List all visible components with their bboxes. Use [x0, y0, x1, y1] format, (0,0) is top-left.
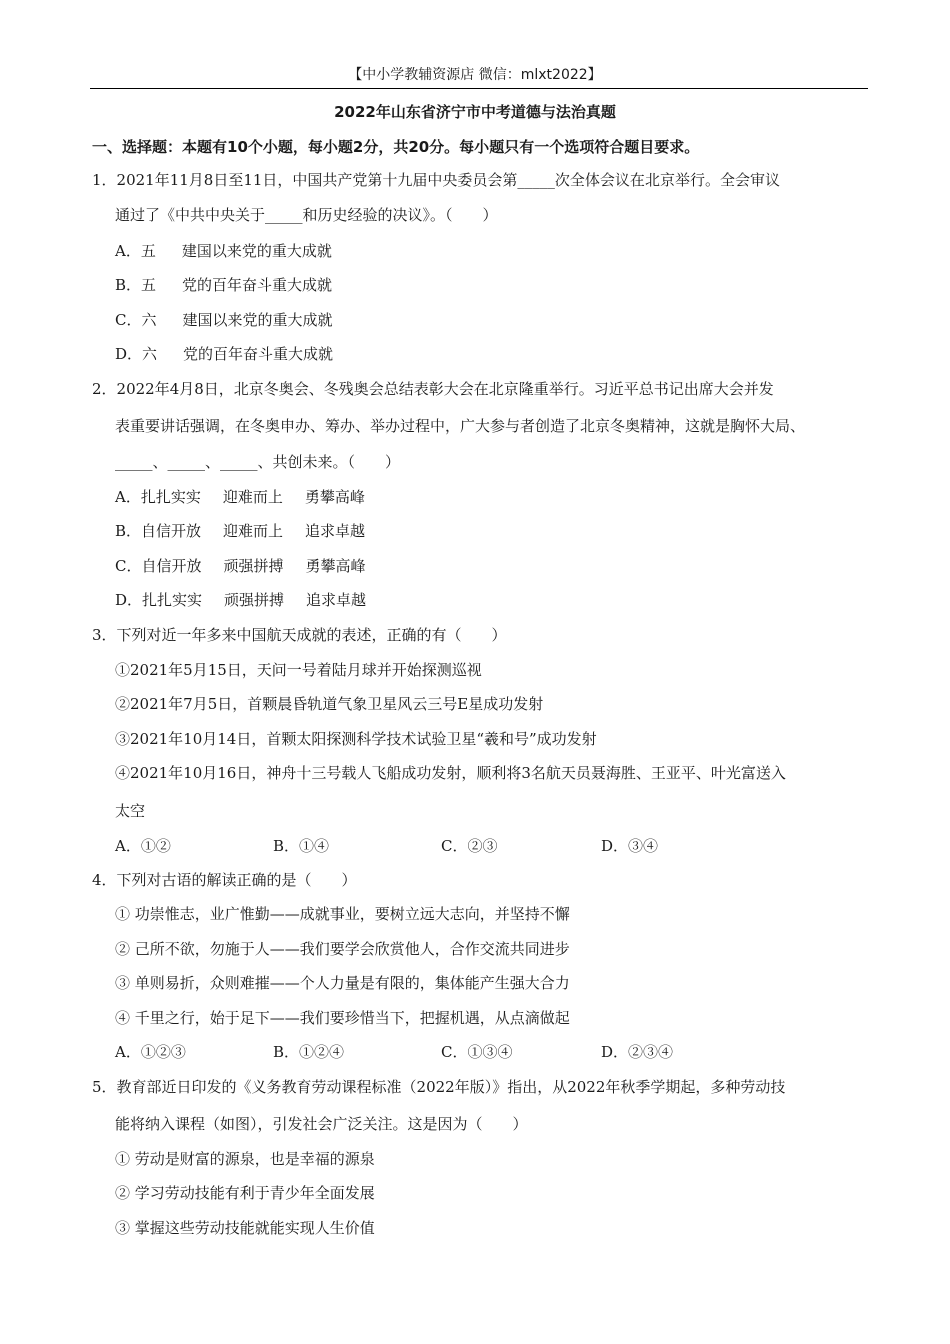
section-heading: 一、选择题：本题有10个小题，每小题2分，共20分。每小题只有一个选项符合题目要求。	[92, 138, 700, 156]
option-label: A．扎扎实实	[115, 488, 201, 506]
option-text: 勇攀高峰	[305, 557, 366, 575]
question-3-item-3: ③2021年10月14日，首颗太阳探测科学技术试验卫星“羲和号”成功发射	[115, 730, 597, 748]
option-text: 追求卓越	[306, 591, 367, 609]
question-3-item-1: ①2021年5月15日，天问一号着陆月球并开始探测巡视	[115, 661, 482, 679]
question-2-option-d	[115, 590, 366, 610]
question-2-line-3: _____、_____、_____、共创未来。（ ）	[115, 453, 401, 471]
option-text: 顽强拼搏	[223, 557, 284, 575]
option-label: B．五	[115, 276, 157, 294]
option-label: C．自信开放	[115, 557, 202, 575]
option-text: 党的百年奋斗重大成就	[183, 345, 334, 363]
question-5-item-2: ② 学习劳动技能有利于青少年全面发展	[115, 1184, 375, 1202]
option-b: B．①②④	[273, 1043, 345, 1061]
question-2-option-a	[115, 487, 365, 507]
question-1-line-2: 通过了《中共中央关于_____和历史经验的决议》。（ ）	[115, 206, 498, 224]
option-text: 迎难而上	[223, 522, 284, 540]
option-text: 建国以来党的重大成就	[182, 311, 333, 329]
option-d: D．③④	[601, 837, 659, 855]
option-a: A．①②③	[115, 1043, 186, 1061]
option-text: 建国以来党的重大成就	[181, 242, 332, 260]
question-3-item-4-cont: 太空	[115, 802, 146, 820]
question-4-line-1: 4．下列对古语的解读正确的是（ ）	[92, 871, 357, 889]
question-2-option-b	[115, 521, 365, 541]
question-2-line-2: 表重要讲话强调，在冬奥申办、筹办、举办过程中，广大参与者创造了北京冬奥精神，这就是胸怀大局、	[115, 417, 806, 435]
question-2-option-c	[115, 556, 366, 576]
question-1-option-b	[115, 275, 332, 295]
option-label: D．扎扎实实	[115, 591, 203, 609]
option-text: 迎难而上	[222, 488, 283, 506]
option-text: 党的百年奋斗重大成就	[182, 276, 333, 294]
question-4-item-2: ② 己所不欲，勿施于人——我们要学会欣赏他人，合作交流共同进步	[115, 940, 570, 958]
question-4-item-4: ④ 千里之行，始于足下——我们要珍惜当下，把握机遇，从点滴做起	[115, 1009, 570, 1027]
question-3-item-2: ②2021年7月5日，首颗晨昏轨道气象卫星风云三号E星成功发射	[115, 695, 544, 713]
option-label: D．六	[115, 345, 158, 363]
question-1-option-a	[115, 241, 332, 261]
question-5-line-2: 能将纳入课程（如图），引发社会广泛关注。这是因为（ ）	[115, 1115, 528, 1133]
question-4-item-3: ③ 单则易折，众则难摧——个人力量是有限的，集体能产生强大合力	[115, 974, 570, 992]
question-2-line-1: 2．2022年4月8日，北京冬奥会、冬残奥会总结表彰大会在北京隆重举行。习近平总书记出席大会并发	[92, 380, 774, 398]
question-3-item-4: ④2021年10月16日，神舟十三号载人飞船成功发射，顺利将3名航天员聂海胜、王亚平、叶光富送入	[115, 764, 786, 782]
question-5-item-3: ③ 掌握这些劳动技能就能实现人生价值	[115, 1219, 375, 1237]
page-header: 【中小学教辅资源店 微信：mlxt2022】	[348, 67, 602, 83]
question-1-option-d	[115, 344, 333, 364]
question-5-item-1: ① 劳动是财富的源泉，也是幸福的源泉	[115, 1150, 375, 1168]
question-4-item-1: ① 功崇惟志，业广惟勤——成就事业，要树立远大志向，并坚持不懈	[115, 905, 570, 923]
header-rule	[90, 88, 868, 89]
option-c: C．②③	[441, 837, 498, 855]
question-1-line-1: 1．2021年11月8日至11日，中国共产党第十九届中央委员会第_____次全体会议在北京举行。全会审议	[92, 171, 780, 189]
question-5-line-1: 5．教育部近日印发的《义务教育劳动课程标准（2022年版）》指出，从2022年秋季学期起，多种劳动技	[92, 1078, 786, 1096]
option-d: D．②③④	[601, 1043, 674, 1061]
option-text: 勇攀高峰	[304, 488, 365, 506]
option-text: 顽强拼搏	[224, 591, 285, 609]
option-text: 追求卓越	[305, 522, 366, 540]
option-b: B．①④	[273, 837, 330, 855]
page-title: 2022年山东省济宁市中考道德与法治真题	[334, 103, 616, 121]
option-c: C．①③④	[441, 1043, 513, 1061]
option-label: C．六	[115, 311, 157, 329]
option-label: A．五	[115, 242, 156, 260]
option-a: A．①②	[115, 837, 171, 855]
question-1-option-c	[115, 310, 333, 330]
option-label: B．自信开放	[115, 522, 202, 540]
question-3-line-1: 3．下列对近一年多来中国航天成就的表述，正确的有（ ）	[92, 626, 507, 644]
